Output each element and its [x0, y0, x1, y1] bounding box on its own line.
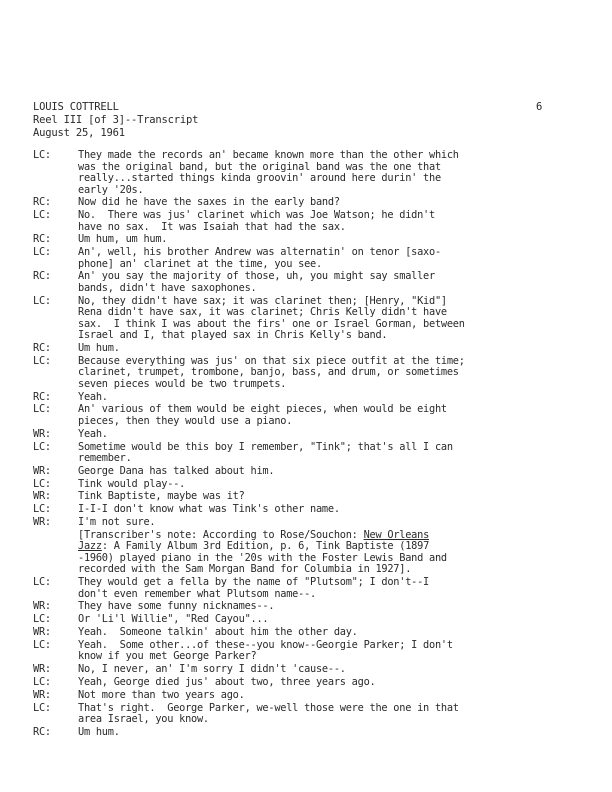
utterance-line: No, I never, an' I'm sorry I didn't 'cause--.	[78, 663, 346, 676]
utterance-line: clarinet, trumpet, trombone, banjo, bass, and drum, or sometimes	[78, 366, 459, 379]
transcript-entry	[33, 150, 593, 196]
reel-label: Reel III [of 3]--Transcript	[33, 114, 199, 126]
utterance	[78, 271, 593, 294]
utterance	[78, 234, 593, 246]
utterance-line: They have some funny nicknames--.	[78, 600, 275, 613]
utterance	[78, 466, 593, 478]
utterance	[78, 429, 593, 441]
transcript-entry	[33, 690, 593, 702]
book-title: Jazz	[78, 540, 102, 553]
speaker-label: RC:	[33, 233, 51, 246]
utterance	[78, 664, 593, 676]
utterance-line: No, they didn't have sax; it was clarinet then; [Henry, "Kid"]	[78, 294, 447, 307]
speaker-label: RC:	[33, 342, 51, 355]
utterance-line: An' various of them would be eight pieces, when would be eight	[78, 403, 447, 416]
utterance-line: was the original band, but the original band was the one that	[78, 160, 441, 173]
utterance	[78, 296, 593, 342]
utterance	[78, 627, 593, 639]
speaker-label: LC:	[33, 701, 51, 714]
utterance-line: They would get a fella by the name of "Plutsom"; I don't--I	[78, 576, 430, 589]
speaker-label: LC:	[33, 477, 51, 490]
note-line: -1960) played piano in the '20s with the Foster Lewis Band and	[78, 551, 447, 564]
utterance	[78, 343, 593, 355]
utterance	[78, 491, 593, 503]
utterance	[78, 197, 593, 209]
utterance-line: Yeah.	[78, 390, 108, 403]
utterance	[78, 150, 593, 196]
transcript-entry	[33, 504, 593, 516]
transcript-entry	[33, 210, 593, 233]
transcript-entry	[33, 442, 593, 465]
speaker-label: LC:	[33, 675, 51, 688]
speaker-label: RC:	[33, 390, 51, 403]
utterance	[78, 727, 593, 739]
speaker-label: WR:	[33, 600, 51, 613]
transcriber-note	[33, 530, 593, 576]
speaker-label: WR:	[33, 663, 51, 676]
transcript-entry	[33, 677, 593, 689]
speaker-label: WR:	[33, 427, 51, 440]
speaker-label: LC:	[33, 294, 51, 307]
speaker-label: WR:	[33, 464, 51, 477]
utterance	[78, 479, 593, 491]
utterance	[78, 517, 593, 529]
utterance-line: sax. I think I was about the firs' one or Israel Gorman, between	[78, 317, 465, 330]
transcript-entry	[33, 271, 593, 294]
utterance-line: Or 'Li'l Willie", "Red Cayou"...	[78, 613, 269, 626]
utterance-line: bands, didn't have saxophones.	[78, 281, 257, 294]
speaker-label: LC:	[33, 613, 51, 626]
transcript-entry	[33, 601, 593, 613]
note-line: recorded with the Sam Morgan Band for Columbia in 1927].	[78, 563, 412, 576]
transcript-entry	[33, 343, 593, 355]
interviewee-name: LOUIS COTTRELL	[33, 101, 119, 113]
note-text: : A Family Album 3rd Edition, p. 6, Tink Baptiste (1897	[101, 540, 430, 553]
speaker-label: RC:	[33, 270, 51, 283]
utterance-line: Israel and I, that played sax in Chris Kelly's band.	[78, 329, 388, 342]
transcript-entry	[33, 247, 593, 270]
utterance-line: No. There was jus' clarinet which was Joe Watson; he didn't	[78, 209, 435, 222]
transcript-entry	[33, 577, 593, 600]
utterance-line: phone] an' clarinet at the time, you see.	[78, 257, 322, 270]
transcript-entry	[33, 727, 593, 739]
utterance-line: Yeah. Some other...of these--you know--Georgie Parker; I don't	[78, 638, 453, 651]
speaker-label: LC:	[33, 354, 51, 367]
utterance	[78, 247, 593, 270]
page-number: 6	[536, 101, 543, 113]
utterance-line: pieces, then they would use a piano.	[78, 414, 293, 427]
utterance	[78, 504, 593, 516]
transcript-entry	[33, 627, 593, 639]
speaker-label: WR:	[33, 516, 51, 529]
utterance-line: That's right. George Parker, we-well those were the one in that	[78, 701, 459, 714]
speaker-label: LC:	[33, 209, 51, 222]
transcript-entry	[33, 640, 593, 663]
transcript-entry	[33, 234, 593, 246]
note-prefix: [Transcriber's note: According to Rose/Souchon:	[78, 528, 364, 541]
speaker-label: LC:	[33, 246, 51, 259]
speaker-label: RC:	[33, 725, 51, 738]
utterance-line: I'm not sure.	[78, 516, 156, 529]
utterance-line: Because everything was jus' on that six piece outfit at the time;	[78, 354, 465, 367]
utterance	[78, 442, 593, 465]
utterance	[78, 392, 593, 404]
utterance-line: have no sax. It was Isaiah that had the sax.	[78, 220, 346, 233]
utterance-line: Rena didn't have sax, it was clarinet; Chris Kelly didn't have	[78, 306, 447, 319]
speaker-label: WR:	[33, 626, 51, 639]
transcript-entry	[33, 491, 593, 503]
utterance	[78, 210, 593, 233]
utterance	[78, 577, 593, 600]
utterance	[78, 404, 593, 427]
utterance-line: George Dana has talked about him.	[78, 464, 275, 477]
utterance-line: An', well, his brother Andrew was alternatin' on tenor [saxo-	[78, 246, 441, 259]
transcript-entry	[33, 466, 593, 478]
utterance-line: I-I-I don't know what was Tink's other name.	[78, 503, 340, 516]
utterance	[78, 690, 593, 702]
utterance-line: They made the records an' became known more than the other which	[78, 149, 459, 161]
transcript-body	[33, 150, 593, 740]
utterance-line: Yeah.	[78, 427, 108, 440]
transcript-entry	[33, 392, 593, 404]
utterance-line: Um hum, um hum.	[78, 233, 168, 246]
speaker-label: LC:	[33, 576, 51, 589]
speaker-label: WR:	[33, 688, 51, 701]
utterance	[78, 601, 593, 613]
utterance-line: know if you met George Parker?	[78, 650, 257, 663]
utterance-line: Not more than two years ago.	[78, 688, 245, 701]
utterance-line: remember.	[78, 452, 132, 465]
transcript-entry	[33, 197, 593, 209]
transcript-entry	[33, 703, 593, 726]
speaker-label: RC:	[33, 196, 51, 209]
speaker-label: WR:	[33, 490, 51, 503]
speaker-label: LC:	[33, 440, 51, 453]
book-title: New Orleans	[363, 528, 430, 541]
utterance-line: area Israel, you know.	[78, 713, 209, 726]
utterance-line: seven pieces would be two trumpets.	[78, 377, 287, 390]
utterance	[78, 677, 593, 689]
utterance-line: Um hum.	[78, 342, 120, 355]
utterance-line: Yeah, George died jus' about two, three years ago.	[78, 675, 376, 688]
utterance-line: Sometime would be this boy I remember, "Tink"; that's all I can	[78, 440, 453, 453]
speaker-label: LC:	[33, 403, 51, 416]
utterance-line: Yeah. Someone talkin' about him the other day.	[78, 626, 358, 639]
interview-date: August 25, 1961	[33, 127, 125, 139]
speaker-label: LC:	[33, 149, 51, 161]
speaker-label	[33, 530, 78, 576]
transcript-entry	[33, 296, 593, 342]
utterance-line: An' you say the majority of those, uh, you might say smaller	[78, 270, 435, 283]
utterance-line: early '20s.	[78, 183, 144, 196]
transcript-entry	[33, 356, 593, 391]
utterance	[78, 614, 593, 626]
utterance-line: don't even remember what Plutsom name--.	[78, 587, 316, 600]
utterance	[78, 640, 593, 663]
transcript-entry	[33, 517, 593, 529]
utterance	[78, 703, 593, 726]
utterance-line: Um hum.	[78, 725, 120, 738]
transcript-entry	[33, 404, 593, 427]
utterance-line: Tink would play--.	[78, 477, 186, 490]
transcript-entry	[33, 664, 593, 676]
utterance-line: Tink Baptiste, maybe was it?	[78, 490, 245, 503]
utterance-line: Now did he have the saxes in the early band?	[78, 196, 340, 209]
transcript-entry	[33, 479, 593, 491]
speaker-label: LC:	[33, 638, 51, 651]
transcript-entry	[33, 614, 593, 626]
speaker-label: LC:	[33, 503, 51, 516]
transcript-entry	[33, 429, 593, 441]
utterance	[78, 356, 593, 391]
utterance	[78, 530, 593, 576]
utterance-line: really...started things kinda groovin' around here durin' the	[78, 172, 441, 184]
